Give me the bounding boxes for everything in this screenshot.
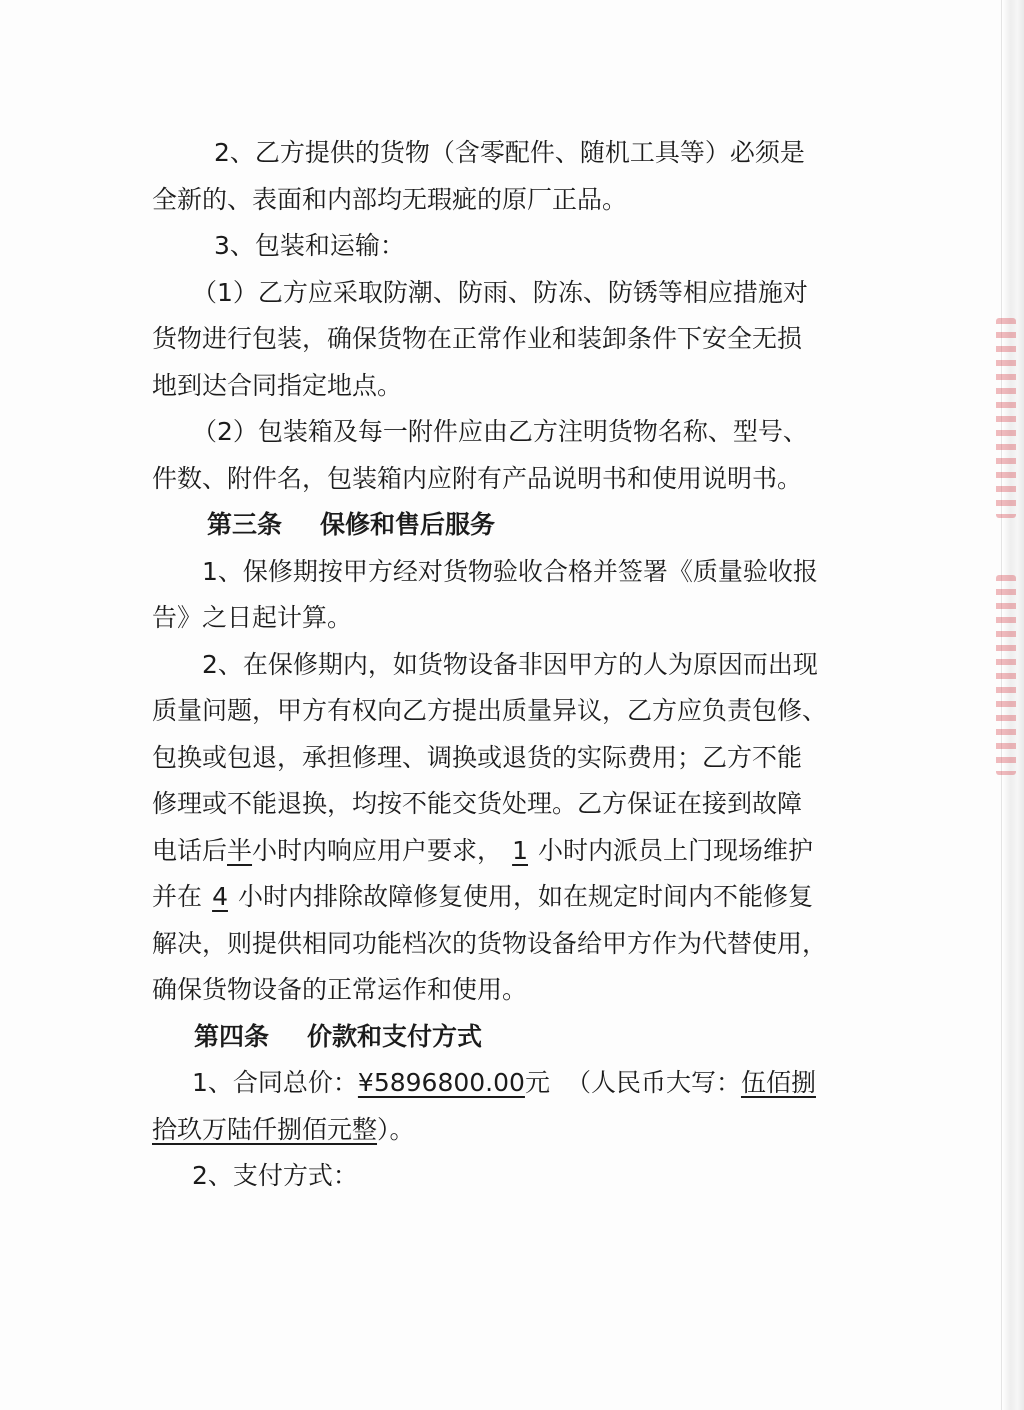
clause4-heading-number: 第四条 xyxy=(194,1021,270,1051)
clause2-item2-line1: 2、乙方提供的货物（含零配件、随机工具等）必须是 xyxy=(214,138,805,167)
clause2-sub2-line2: 件数、附件名，包装箱内应附有产品说明书和使用说明书。 xyxy=(152,463,803,493)
seal-stamp-fragment-upper xyxy=(996,318,1016,518)
total-price-unit: 元 xyxy=(524,1068,550,1097)
clause3-item2-line5 xyxy=(152,828,858,875)
clause2-sub1-line2: 货物进行包装，确保货物在正常作业和装卸条件下安全无损 xyxy=(152,324,803,353)
clause3-item2-line8: 确保货物设备的正常运作和使用。 xyxy=(152,975,528,1004)
clause4-item2: 2、支付方式： xyxy=(192,1161,358,1190)
clause2-item3: 3、包装和运输： xyxy=(214,231,405,260)
clause4-heading xyxy=(152,1014,858,1061)
total-price-label: 1、合同总价： xyxy=(192,1068,358,1097)
clause3-item1-line1: 1、保修期按甲方经对货物验收合格并签署《质量验收报 xyxy=(202,556,818,586)
clause3-item2-line3: 包换或包退，承担修理、调换或退货的实际费用；乙方不能 xyxy=(152,742,803,772)
clause3-item2-line1: 2、在保修期内，如货物设备非因甲方的人为原因而出现 xyxy=(202,649,818,679)
clause4-heading-title: 价款和支付方式 xyxy=(307,1021,483,1051)
clause2-item2-line2: 全新的、表面和内部均无瑕疵的原厂正品。 xyxy=(152,184,628,214)
clause2-sub1-line1: （1）乙方应采取防潮、防雨、防冻、防锈等相应措施对 xyxy=(192,277,808,307)
response-text-b: 小时内响应用户要求， xyxy=(252,835,503,865)
seal-stamp-fragment-lower xyxy=(996,575,1016,775)
rmb-words-label: （人民币大写： xyxy=(565,1068,741,1097)
clause2-sub1-line3: 地到达合同指定地点。 xyxy=(152,370,403,400)
response-text-a: 电话后 xyxy=(152,835,228,865)
document-body xyxy=(152,130,858,1200)
clause3-item1-line2: 告》之日起计算。 xyxy=(152,603,353,632)
clause4-item1-line2 xyxy=(152,1107,858,1154)
rmb-words-part2: 拾玖万陆仟捌佰元整 xyxy=(152,1114,378,1144)
dispatch-hours-value: 1 xyxy=(512,835,528,865)
rmb-words-close: ）。 xyxy=(377,1114,415,1144)
clause3-heading xyxy=(152,502,858,549)
rmb-words-part1: 伍佰捌 xyxy=(740,1068,816,1097)
clause3-item2-line4: 修理或不能退换，均按不能交货处理。乙方保证在接到故障 xyxy=(152,789,803,818)
total-price-amount: ¥5896800.00 xyxy=(357,1068,525,1097)
clause3-heading-number: 第三条 xyxy=(207,510,283,539)
repair-hours-value: 4 xyxy=(212,882,228,911)
clause2-sub2-line1: （2）包装箱及每一附件应由乙方注明货物名称、型号、 xyxy=(192,417,808,446)
clause3-item2-line7: 解决，则提供相同功能档次的货物设备给甲方作为代替使用， xyxy=(152,928,828,958)
clause4-item1-line1 xyxy=(152,1060,858,1107)
clause3-heading-title: 保修和售后服务 xyxy=(320,510,496,539)
clause3-item2-line6 xyxy=(152,874,858,921)
repair-text-a: 并在 xyxy=(152,882,203,911)
response-text-c: 小时内派员上门现场维护 xyxy=(538,835,814,865)
response-time-half-hour: 半 xyxy=(227,835,253,865)
clause3-item2-line2: 质量问题，甲方有权向乙方提出质量异议，乙方应负责包修、 xyxy=(152,696,828,725)
repair-text-b: 小时内排除故障修复使用，如在规定时间内不能修复 xyxy=(238,882,814,911)
